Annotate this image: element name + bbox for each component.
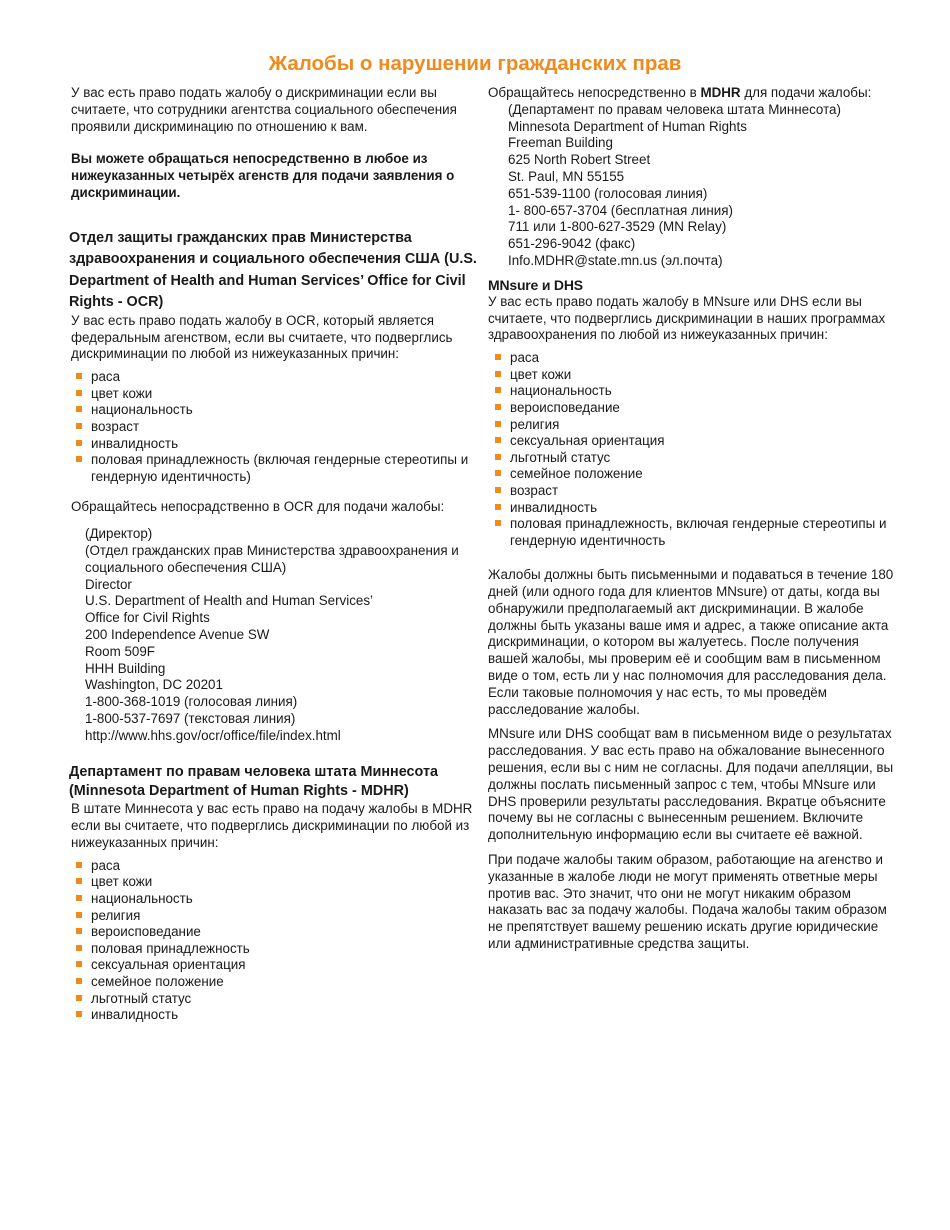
list-item (69, 924, 479, 941)
list-item (488, 450, 900, 467)
list-item-text: раса (91, 857, 121, 873)
list-item-text: национальность (510, 383, 612, 399)
bullet-square-icon (76, 961, 82, 967)
mnsure-paragraph-2: MNsure или DHS сообщат вам в письменном виде о результатах расследования. У вас есть право на обжалование вынесенного решения, если вы с ним не согласны. Для подачи апелляции, вы должны послать письменный запрос с тем, чтобы MNsure или DHS проверили результаты расследования. Вкратце объясните почему вы не согласны с вынесенным решением. Включите дополнительную информацию если вы считаете её важной. (488, 726, 894, 843)
list-item-text: цвет кожи (91, 874, 153, 890)
list-item-text: цвет кожи (510, 366, 572, 382)
bullet-square-icon (495, 504, 501, 510)
list-item-text: национальность (91, 402, 193, 418)
list-item-text: возраст (91, 418, 140, 434)
address-line: 651-296-9042 (факс) (508, 236, 636, 252)
address-line: 1- 800-657-3704 (бесплатная линия) (508, 202, 733, 218)
address-line: Washington, DC 20201 (85, 677, 223, 693)
bullet-square-icon (76, 406, 82, 412)
mdhr-address (488, 102, 900, 270)
list-item (69, 858, 479, 875)
address-line: Info.MDHR@state.mn.us (эл.почта) (508, 252, 723, 268)
list-item (488, 433, 900, 450)
mnsure-heading: MNsure и DHS (488, 276, 583, 293)
list-item-text: половая принадлежность (91, 940, 250, 956)
list-item-text: сексуальная ориентация (510, 433, 665, 449)
list-item-text: льготный статус (91, 990, 192, 1006)
list-item (488, 350, 900, 367)
list-item-text: цвет кожи (91, 385, 153, 401)
mdhr-contact-intro (488, 85, 900, 102)
mnsure-text: У вас есть право подать жалобу в MNsure или DHS если вы считаете, что подверглись дискриминации в наших программах здравоохранения по любой из нижеуказанных причин: (488, 293, 886, 343)
list-item-text: национальность (91, 891, 193, 907)
bullet-square-icon (76, 945, 82, 951)
address-line: Room 509F (85, 643, 155, 659)
address-line: HHH Building (85, 660, 166, 676)
list-item (69, 957, 479, 974)
ocr-reasons-list (69, 369, 479, 485)
page-title: Жалобы о нарушении гражданских прав (268, 52, 682, 75)
list-item-text: раса (91, 369, 121, 385)
bullet-square-icon (76, 878, 82, 884)
list-item-text: инвалидность (91, 1007, 179, 1023)
address-line: 625 North Robert Street (508, 152, 651, 168)
address-line: социального обеспечения США) (85, 559, 287, 575)
list-item (488, 516, 900, 549)
list-item-text: возраст (510, 482, 559, 498)
list-item (69, 974, 479, 991)
list-item-text: льготный статус (510, 449, 611, 465)
bullet-square-icon (76, 423, 82, 429)
list-item-text: семейное положение (510, 466, 643, 482)
list-item (488, 417, 900, 434)
bullet-square-icon (76, 895, 82, 901)
list-item (69, 891, 479, 908)
bullet-square-icon (76, 373, 82, 379)
list-item (488, 466, 900, 483)
address-line: Director (85, 576, 132, 592)
ocr-contact-intro: Обращайтесь непосрадственно в OCR для подачи жалобы: (71, 499, 445, 515)
list-item (488, 383, 900, 400)
bullet-square-icon (76, 862, 82, 868)
address-line: (Директор) (85, 526, 153, 542)
address-line: St. Paul, MN 55155 (508, 168, 625, 184)
list-item (69, 1007, 479, 1024)
ocr-text: У вас есть право подать жалобу в OCR, который является федеральным агенством, если вы считаете, что подверглись дискриминации по любой из нижеуказанных причин: (71, 312, 453, 362)
ocr-heading: Отдел защиты гражданских прав Министерства здравоохранения и социального обеспечения США (U.S. Department of Health and Human Services’ Office for Civil Rights - OCR) (69, 229, 477, 311)
address-line: Freeman Building (508, 135, 613, 151)
list-item-text: половая принадлежность, включая гендерные стереотипы и гендерную идентичность (510, 516, 887, 548)
list-item (488, 483, 900, 500)
address-line: Minnesota Department of Human Rights (508, 118, 747, 134)
address-line: 1-800-368-1019 (голосовая линия) (85, 694, 298, 710)
mdhr-heading: Департамент по правам человека штата Миннесота (Minnesota Department of Human Rights - MDHR) (69, 764, 439, 800)
bullet-square-icon (495, 470, 501, 476)
mnsure-paragraph-3: При подаче жалобы таким образом, работающие на агенство и указанные в жалобе люди не могут применять ответные меры против вас. Это значит, что они не могут никаким образом наказать вас за подачу жалобы. Подача жалобы таким образом не препятствует вашему решению искать другие юридические или административные средства защиты. (488, 852, 887, 952)
list-item (69, 452, 479, 485)
mnsure-paragraph-1: Жалобы должны быть письменными и подаваться в течение 180 дней (или одного года для клиентов MNsure) от даты, когда вы обнаружили предполагаемый акт дискриминации. В жалобе должны быть указаны ваше имя и адрес, а также описание акта дискриминации, о котором вы жалуетесь. После получения вашей жалобы, мы проверим её и сообщим вам в письменном виде о том, есть ли у нас полномочия для расследования дела. Если таковые полномочия у нас есть, то мы проведём расследование жалобы. (488, 567, 894, 717)
list-item-text: вероисповедание (91, 924, 201, 940)
bullet-square-icon (495, 487, 501, 493)
address-line: 1-800-537-7697 (текстовая линия) (85, 710, 296, 726)
bullet-square-icon (495, 520, 501, 526)
list-item-text: раса (510, 350, 540, 366)
address-line: Office for Civil Rights (85, 610, 210, 626)
bullet-square-icon (495, 437, 501, 443)
list-item (488, 367, 900, 384)
bullet-square-icon (76, 390, 82, 396)
address-line: 711 или 1-800-627-3529 (MN Relay) (508, 219, 727, 235)
list-item-text: семейное положение (91, 974, 224, 990)
address-line: (Отдел гражданских прав Министерства здравоохранения и (85, 542, 459, 558)
list-item (488, 400, 900, 417)
bullet-square-icon (76, 912, 82, 918)
bullet-square-icon (495, 454, 501, 460)
bullet-square-icon (76, 995, 82, 1001)
list-item (69, 941, 479, 958)
list-item-text: сексуальная ориентация (91, 957, 246, 973)
bullet-square-icon (495, 371, 501, 377)
list-item-text: религия (91, 907, 141, 923)
mdhr-reasons-list (69, 858, 479, 1024)
list-item (69, 419, 479, 436)
list-item (69, 908, 479, 925)
list-item (488, 500, 900, 517)
list-item-text: вероисповедание (510, 399, 620, 415)
list-item (69, 874, 479, 891)
mdhr-text: В штате Миннесота у вас есть право на подачу жалобы в MDHR если вы считаете, что подверглись дискриминации по любой из нижеуказанных причин: (71, 801, 473, 851)
bullet-square-icon (495, 387, 501, 393)
intro-text: У вас есть право подать жалобу о дискриминации если вы считаете, что сотрудники агентства социального обеспечения проявили дискриминацию по отношению к вам. (71, 85, 457, 134)
list-item-text: инвалидность (510, 499, 598, 515)
list-item-text: религия (510, 416, 560, 432)
address-line: 200 Independence Avenue SW (85, 626, 270, 642)
list-item-text: инвалидность (91, 435, 179, 451)
mnsure-reasons-list (488, 350, 900, 549)
list-item (69, 369, 479, 386)
address-line: 651-539-1100 (голосовая линия) (508, 185, 708, 201)
intro-bold-text: Вы можете обращаться непосредственно в любое из нижеуказанных четырёх агенств для подачи заявления о дискриминации. (71, 151, 455, 200)
bullet-square-icon (76, 978, 82, 984)
mdhr-contact-intro-bold: MDHR (700, 85, 741, 100)
bullet-square-icon (76, 456, 82, 462)
bullet-square-icon (495, 404, 501, 410)
list-item (69, 991, 479, 1008)
mdhr-contact-intro-pre: Обращайтесь непосредственно в (488, 85, 701, 100)
list-item-text: половая принадлежность (включая гендерные стереотипы и гендерную идентичность) (91, 452, 469, 484)
bullet-square-icon (76, 1011, 82, 1017)
bullet-square-icon (495, 354, 501, 360)
list-item (69, 436, 479, 453)
list-item (69, 386, 479, 403)
mdhr-contact-intro-post: для подачи жалобы: (740, 85, 872, 100)
bullet-square-icon (495, 421, 501, 427)
address-line: U.S. Department of Health and Human Services’ (85, 593, 374, 609)
list-item (69, 402, 479, 419)
address-line: (Департамент по правам человека штата Миннесота) (508, 101, 841, 117)
right-column (488, 85, 900, 953)
ocr-address (69, 526, 479, 744)
left-column (69, 85, 479, 1024)
bullet-square-icon (76, 440, 82, 446)
bullet-square-icon (76, 928, 82, 934)
address-line: http://www.hhs.gov/ocr/office/file/index.html (85, 727, 341, 743)
